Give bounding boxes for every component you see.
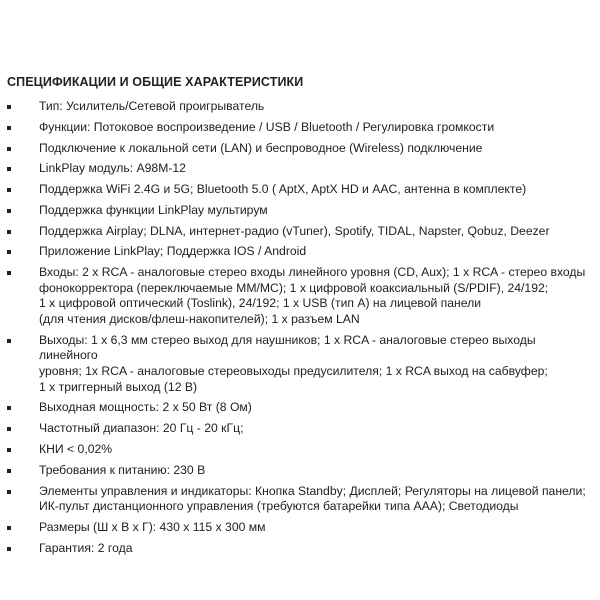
list-item	[0, 520, 600, 536]
list-item	[0, 161, 600, 177]
list-item	[0, 224, 600, 240]
list-item	[0, 333, 600, 395]
list-item	[0, 442, 600, 458]
spec-text: Тип: Усилитель/Сетевой проигрыватель	[39, 99, 265, 113]
spec-list	[0, 99, 600, 561]
bullet-icon	[7, 406, 11, 410]
bullet-icon	[7, 105, 11, 109]
bullet-icon	[7, 339, 11, 343]
bullet-icon	[7, 230, 11, 234]
list-item	[0, 265, 600, 327]
page-title: СПЕЦИФИКАЦИИ И ОБЩИЕ ХАРАКТЕРИСТИКИ	[7, 75, 304, 89]
spec-text: КНИ < 0,02%	[39, 441, 113, 456]
spec-text: Приложение LinkPlay; Поддержка IOS / Android	[39, 244, 307, 259]
spec-text: Функции: Потоковое воспроизведение / USB / Bluetooth / Регулировка громкости	[39, 119, 495, 134]
spec-text: Выходы: 1 x 6,3 мм стерео выход для наушников; 1 x RCA - аналоговые стерео выходы линейного уровня; 1x RCA - аналоговые стереовыходы предусилителя; 1 x RCA выход на сабвуфер; 1 x триггерный выход (12 В)	[39, 332, 548, 394]
bullet-icon	[7, 526, 11, 530]
spec-text: Частотный диапазон: 20 Гц - 20 кГц;	[39, 421, 244, 436]
bullet-icon	[7, 271, 11, 275]
bullet-icon	[7, 167, 11, 171]
list-item	[0, 463, 600, 479]
spec-text: Поддержка WiFi 2.4G и 5G; Bluetooth 5.0 ( AptX, AptX HD и AAC, антенна в комплекте)	[39, 182, 527, 197]
bullet-icon	[7, 126, 11, 130]
list-item	[0, 541, 600, 557]
bullet-icon	[7, 209, 11, 213]
spec-text: Поддержка Airplay; DLNA, интернет-радио (vTuner), Spotify, TIDAL, Napster, Qobuz, Deezer	[39, 223, 550, 238]
list-item	[0, 141, 600, 157]
spec-text: Элементы управления и индикаторы: Кнопка Standby; Дисплей; Регуляторы на лицевой панели; ИК-пульт дистанционного управления (требуются батарейки типа AAA); Светодиоды	[39, 483, 586, 514]
bullet-icon	[7, 147, 11, 151]
list-item	[0, 421, 600, 437]
spec-text: Входы: 2 x RCA - аналоговые стерео входы линейного уровня (CD, Aux); 1 x RCA - стерео входы фонокорректора (переключаемые MM/MC); 1 x цифровой коаксиальный (S/PDIF), 24/192; 1 x цифровой оптический (Toslink), 24/192; 1 x USB (тип A) на лицевой панели (для чтения дисков/флеш-накопителей); 1 x разъем LAN	[39, 265, 586, 327]
spec-text: Требования к питанию: 230 В	[39, 462, 206, 477]
list-item	[0, 244, 600, 260]
bullet-icon	[7, 547, 11, 551]
list-item	[0, 203, 600, 219]
list-item	[0, 484, 600, 515]
spec-text: Гарантия: 2 года	[39, 540, 133, 555]
spec-text: Выходная мощность: 2 x 50 Вт (8 Ом)	[39, 400, 252, 415]
spec-text: LinkPlay модуль: A98M-12	[39, 161, 186, 176]
list-item	[0, 99, 600, 115]
spec-text: Размеры (Ш x В x Г): 430 x 115 x 300 мм	[39, 519, 266, 534]
bullet-icon	[7, 490, 11, 494]
spec-text: Подключение к локальной сети (LAN) и беспроводное (Wireless) подключение	[39, 140, 483, 155]
bullet-icon	[7, 448, 11, 452]
bullet-icon	[7, 250, 11, 254]
list-item	[0, 400, 600, 416]
list-item	[0, 120, 600, 136]
bullet-icon	[7, 427, 11, 431]
spec-text: Поддержка функции LinkPlay мультирум	[39, 202, 268, 217]
bullet-icon	[7, 469, 11, 473]
list-item	[0, 182, 600, 198]
bullet-icon	[7, 188, 11, 192]
